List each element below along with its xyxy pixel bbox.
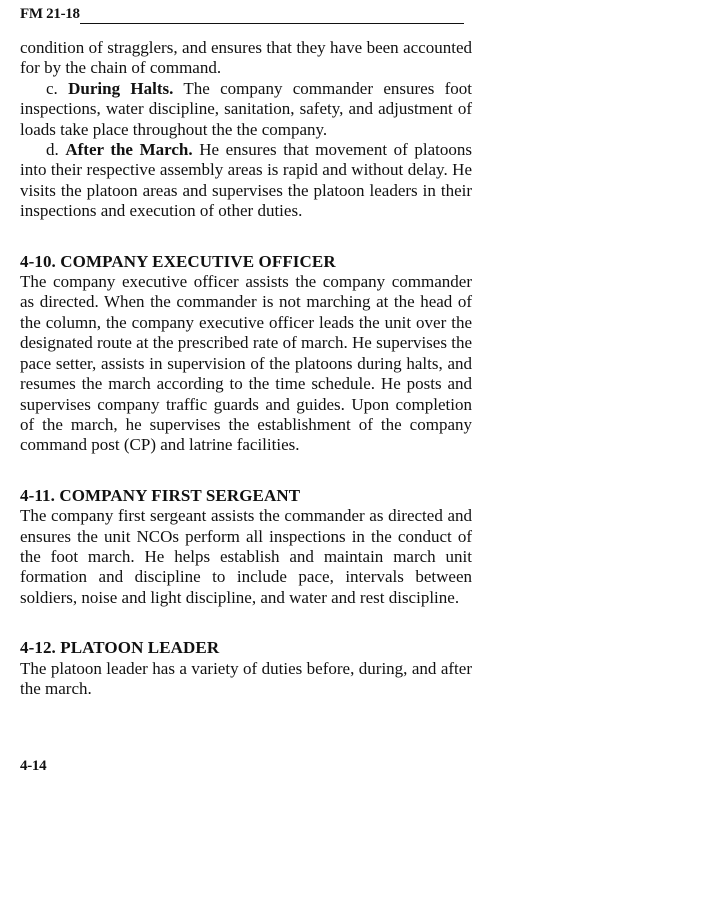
section-gap	[20, 456, 472, 486]
paragraph-c-letter: c.	[46, 78, 58, 98]
manual-label: FM 21-18	[20, 6, 80, 22]
paragraph-c	[20, 79, 472, 140]
section-gap	[20, 222, 472, 252]
paragraph-d-letter: d.	[46, 140, 59, 160]
section-text-4-10: The company executive officer assists the company commander as directed. When the commander is not marching at the head of the column, the company executive officer leads the unit over the designated route at the prescribed rate of march. He supervises the pace setter, assists in supervision of the platoons during halts, and resumes the march according to the time schedule. He posts and supervises company traffic guards and guides. Upon completion of the march, he supervises the establishment of the company command post (CP) and latrine facilities.	[20, 272, 472, 455]
header-rule	[80, 23, 464, 24]
paragraph-d-title: After the March.	[65, 140, 193, 160]
page-number: 4-14	[20, 758, 47, 774]
section-text-4-11: The company first sergeant assists the commander as directed and ensures the unit NCOs perform all inspections in the conduct of the foot march. He helps establish and maintain march unit formation and discipline to include pace, intervals between soldiers, noise and light discipline, and water and rest discipline.	[20, 506, 472, 607]
paragraph-d-text: He ensures that movement of platoons into their respective assembly areas is rapid and without delay. He visits the platoon areas and supervises the platoon leaders in their inspections and execution of other duties.	[20, 140, 472, 221]
paragraph-d	[20, 140, 472, 222]
paragraph-c-text: The company commander ensures foot inspections, water discipline, sanitation, safety, and adjustment of loads take place throughout the the company.	[20, 78, 473, 139]
paragraph-c-title: During Halts.	[68, 78, 174, 98]
section-heading-4-11: 4-11. COMPANY FIRST SERGEANT	[20, 485, 301, 505]
continuation-paragraph: condition of stragglers, and ensures that they have been accounted for by the chain of command.	[20, 38, 472, 78]
section-text-4-12: The platoon leader has a variety of duties before, during, and after the march.	[20, 658, 472, 698]
page-header	[20, 6, 464, 28]
section-gap	[20, 608, 472, 638]
section-heading-4-12: 4-12. PLATOON LEADER	[20, 638, 220, 658]
page-body	[20, 38, 472, 699]
section-heading-4-10: 4-10. COMPANY EXECUTIVE OFFICER	[20, 251, 336, 271]
